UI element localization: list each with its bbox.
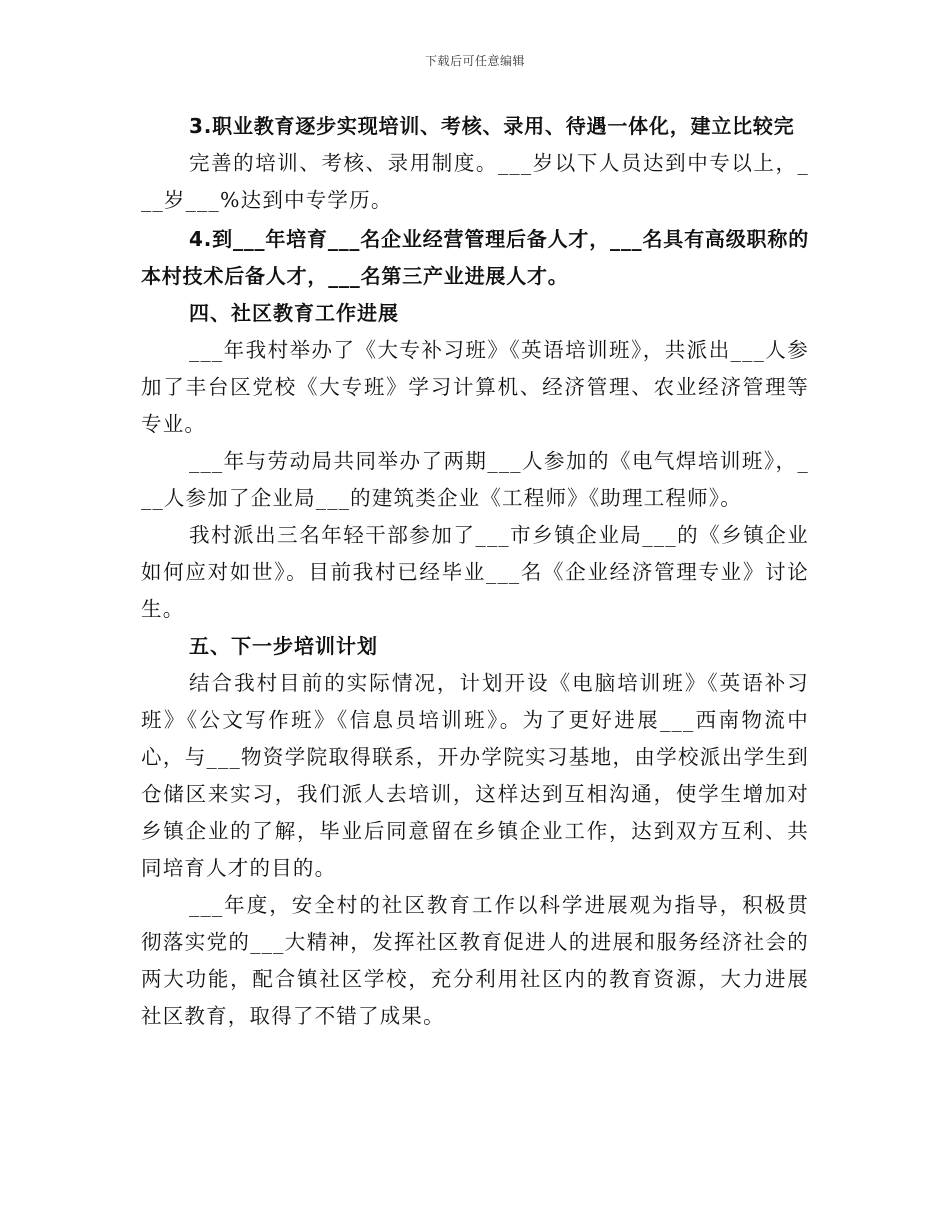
paragraph-training-system: 完善的培训、考核、录用制度。___岁以下人员达到中专以上，___岁___%达到中专学历。 [141,151,809,212]
paragraph-welding-training: ___年与劳动局共同举办了两期___人参加的《电气焊培训班》，___人参加了企业局___的建筑类企业《工程师》《助理工程师》。 [141,449,809,510]
paragraph-item-3: 3.职业教育逐步实现培训、考核、录用、待遇一体化，建立比较完 [189,114,795,138]
paragraph-annual-summary: ___年度，安全村的社区教育工作以科学进展观为指导，积极贯彻落实党的___大精神，发挥社区教育促进人的进展和服务经济社会的两大功能，配合镇社区学校，充分利用社区内的教育资源，大力进展社区教育，取得了不错了成果。 [141,893,809,1028]
page-header-note: 下载后可任意编辑 [424,54,525,68]
paragraph-item-4: 4.到___年培育___名企业经营管理后备人才，___名具有高级职称的本村技术后备人才，___名第三产业进展人才。 [141,227,809,288]
section-heading-next-plan: 五、下一步培训计划 [189,634,378,658]
paragraph-training-plan: 结合我村目前的实际情况，计划开设《电脑培训班》《英语补习班》《公文写作班》《信息员培训班》。为了更好进展___西南物流中心，与___物资学院取得联系，开办学院实习基地，由学校派出学生到仓储区来实习，我们派人去培训，这样达到互相沟通，使学生增加对乡镇企业的了解，毕业后同意留在乡镇企业工作，达到双方互利、共同培育人才的目的。 [141,671,809,880]
paragraph-cadre-training: 我村派出三名年轻干部参加了___市乡镇企业局___的《乡镇企业如何应对如世》。目前我村已经毕业___名《企业经济管理专业》讨论生。 [141,523,809,621]
section-heading-community-education: 四、社区教育工作进展 [189,301,399,325]
paragraph-classes-held: ___年我村举办了《大专补习班》《英语培训班》，共派出___人参加了丰台区党校《大专班》学习计算机、经济管理、农业经济管理等专业。 [141,338,809,436]
document-body [141,108,809,1035]
